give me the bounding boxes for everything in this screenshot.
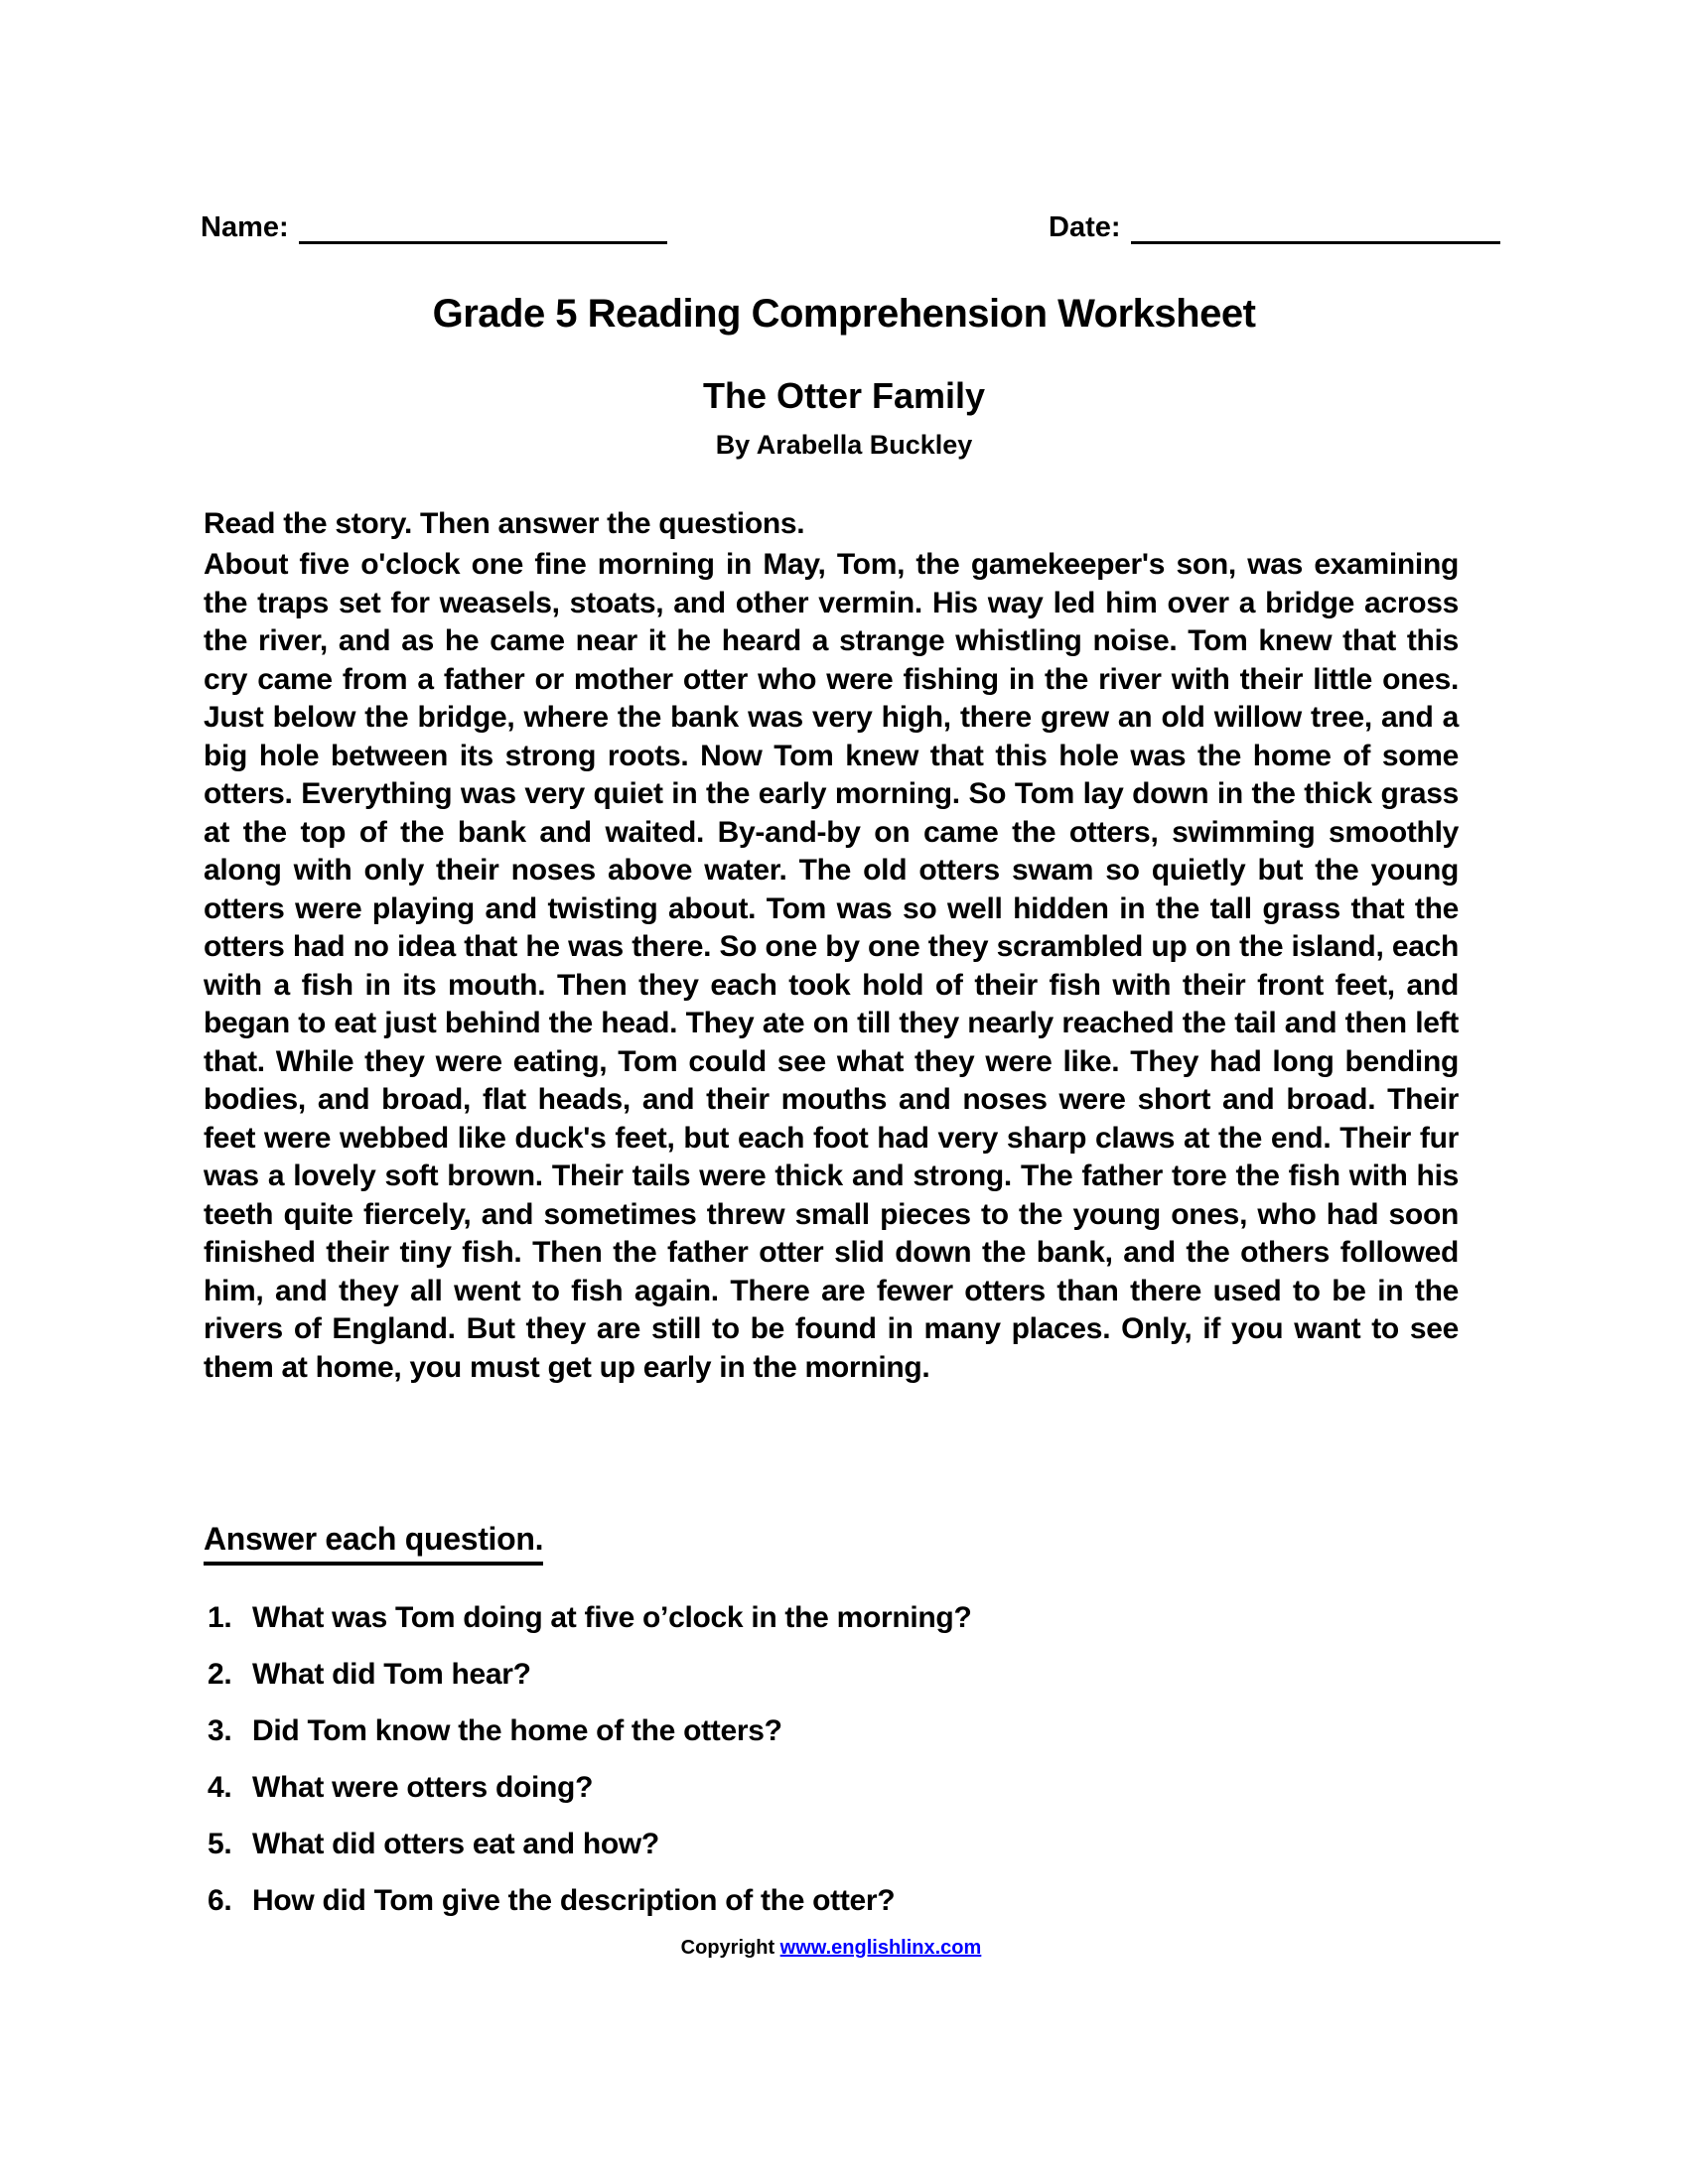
date-label: Date: xyxy=(1049,211,1121,243)
date-blank-line xyxy=(1131,207,1500,244)
question-number: 6. xyxy=(208,1884,232,1917)
answer-section-heading: Answer each question. xyxy=(204,1521,543,1566)
question-item-4 xyxy=(208,1772,1469,1803)
question-number: 1. xyxy=(208,1601,232,1634)
question-list xyxy=(208,1602,1469,1942)
question-text: What did otters eat and how? xyxy=(252,1828,659,1860)
name-blank-line xyxy=(299,207,667,244)
question-number: 2. xyxy=(208,1658,232,1691)
copyright-label: Copyright xyxy=(680,1937,775,1959)
question-item-3 xyxy=(208,1715,1469,1746)
date-field-group xyxy=(1049,208,1500,244)
question-number: 3. xyxy=(208,1714,232,1747)
question-number: 5. xyxy=(208,1828,232,1860)
story-text: About five o'clock one fine morning in May, Tom, the gamekeeper's son, was examining the traps set for weasels, stoats, and other vermin. His way led him over a bridge across the river, and as he came near it he heard a strange whistling noise. Tom knew that this cry came from a father or mother otter who were fishing in the river with their little ones. Just below the bridge, where the bank was very high, there grew an old willow tree, and a big hole between its strong roots. Now Tom knew that this hole was the home of some otters. Everything was very quiet in the early morning. So Tom lay down in the thick grass at the top of the bank and waited. By-and-by on came the otters, swimming smoothly along with only their noses above water. The old otters swam so quietly but the young otters were playing and twisting about. Tom was so well hidden in the tall grass that the otters had no idea that he was there. So one by one they scrambled up on the island, each with a fish in its mouth. Then they each took hold of their fish with their front feet, and began to eat just behind the head. They ate on till they nearly reached the tail and then left that. While they were eating, Tom could see what they were like. They had long bending bodies, and broad, flat heads, and their mouths and noses were short and broad. Their feet were webbed like duck's feet, but each foot had very sharp claws at the end. Their fur was a lovely soft brown. Their tails were thick and strong. The father tore the fish with his teeth quite fiercely, and sometimes threw small pieces to the young ones, who had soon finished their tiny fish. Then the father otter slid down the bank, and the others followed him, and they all went to fish again. There are fewer otters than there used to be in the rivers of England. But they are still to be found in many places. Only, if you want to see them at home, you must get up early in the morning. xyxy=(204,548,1459,1384)
question-text: How did Tom give the description of the otter? xyxy=(252,1884,896,1917)
copyright-link[interactable]: www.englishlinx.com xyxy=(779,1937,982,1959)
name-label: Name: xyxy=(201,211,289,243)
question-text: What were otters doing? xyxy=(252,1771,594,1804)
story-title: The Otter Family xyxy=(702,375,986,416)
story-byline: By Arabella Buckley xyxy=(715,430,973,460)
question-number: 4. xyxy=(208,1771,232,1804)
question-item-6 xyxy=(208,1885,1469,1916)
question-item-5 xyxy=(208,1829,1469,1859)
name-field-group xyxy=(201,208,667,244)
question-text: What did Tom hear? xyxy=(252,1658,531,1691)
story-instructions: Read the story. Then answer the questions. xyxy=(204,507,805,540)
copyright-line xyxy=(204,1937,1459,1960)
question-text: Did Tom know the home of the otters? xyxy=(252,1714,782,1747)
page-title: Grade 5 Reading Comprehension Worksheet xyxy=(432,292,1256,336)
question-item-1 xyxy=(208,1602,1469,1633)
question-text: What was Tom doing at five o’clock in the morning? xyxy=(252,1601,972,1634)
question-item-2 xyxy=(208,1659,1469,1690)
